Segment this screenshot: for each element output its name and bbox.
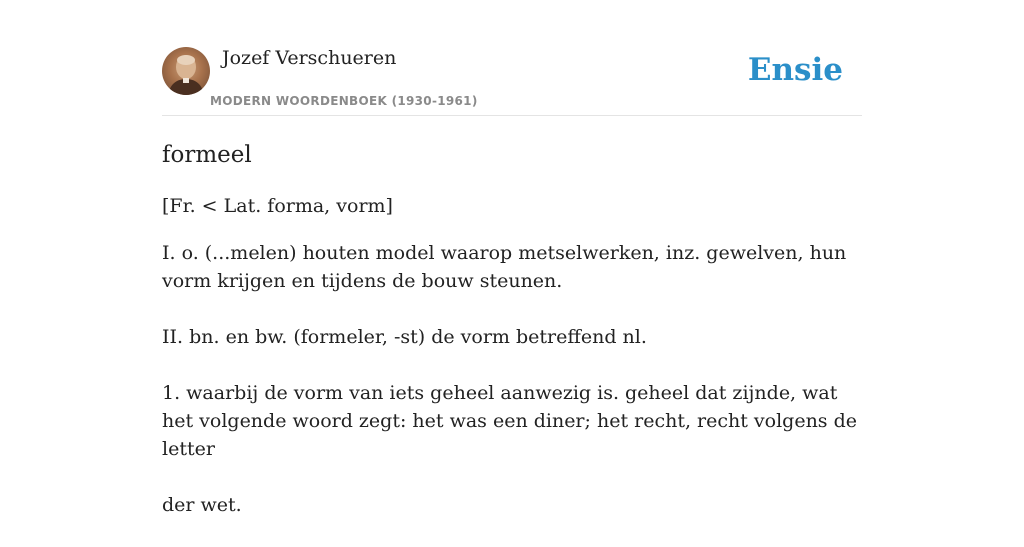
entry-definition xyxy=(162,239,862,547)
site-logo[interactable]: Ensie xyxy=(747,52,843,88)
entry-headword: formeel xyxy=(162,142,252,168)
definition-paragraph: 1. waarbij de vorm van iets geheel aanwezig is. geheel dat zijnde, wat het volgende woord zegt: het was een diner; het recht, recht volgens de letter xyxy=(162,382,858,460)
author-name[interactable]: Jozef Verschueren xyxy=(222,47,397,69)
header-divider xyxy=(162,115,862,116)
author-portrait-icon xyxy=(162,47,210,95)
entry-etymology: [Fr. < Lat. forma, vorm] xyxy=(162,195,393,217)
source-label[interactable]: MODERN WOORDENBOEK (1930-1961) xyxy=(210,94,478,108)
definition-paragraph: II. bn. en bw. (formeler, -st) de vorm betreffend nl. xyxy=(162,326,647,348)
author-avatar[interactable] xyxy=(162,47,210,95)
dictionary-card xyxy=(162,0,862,516)
definition-paragraph: der wet. xyxy=(162,494,242,516)
definition-paragraph: I. o. (...melen) houten model waarop metselwerken, inz. gewelven, hun vorm krijgen en tijdens de bouw steunen. xyxy=(162,242,847,292)
